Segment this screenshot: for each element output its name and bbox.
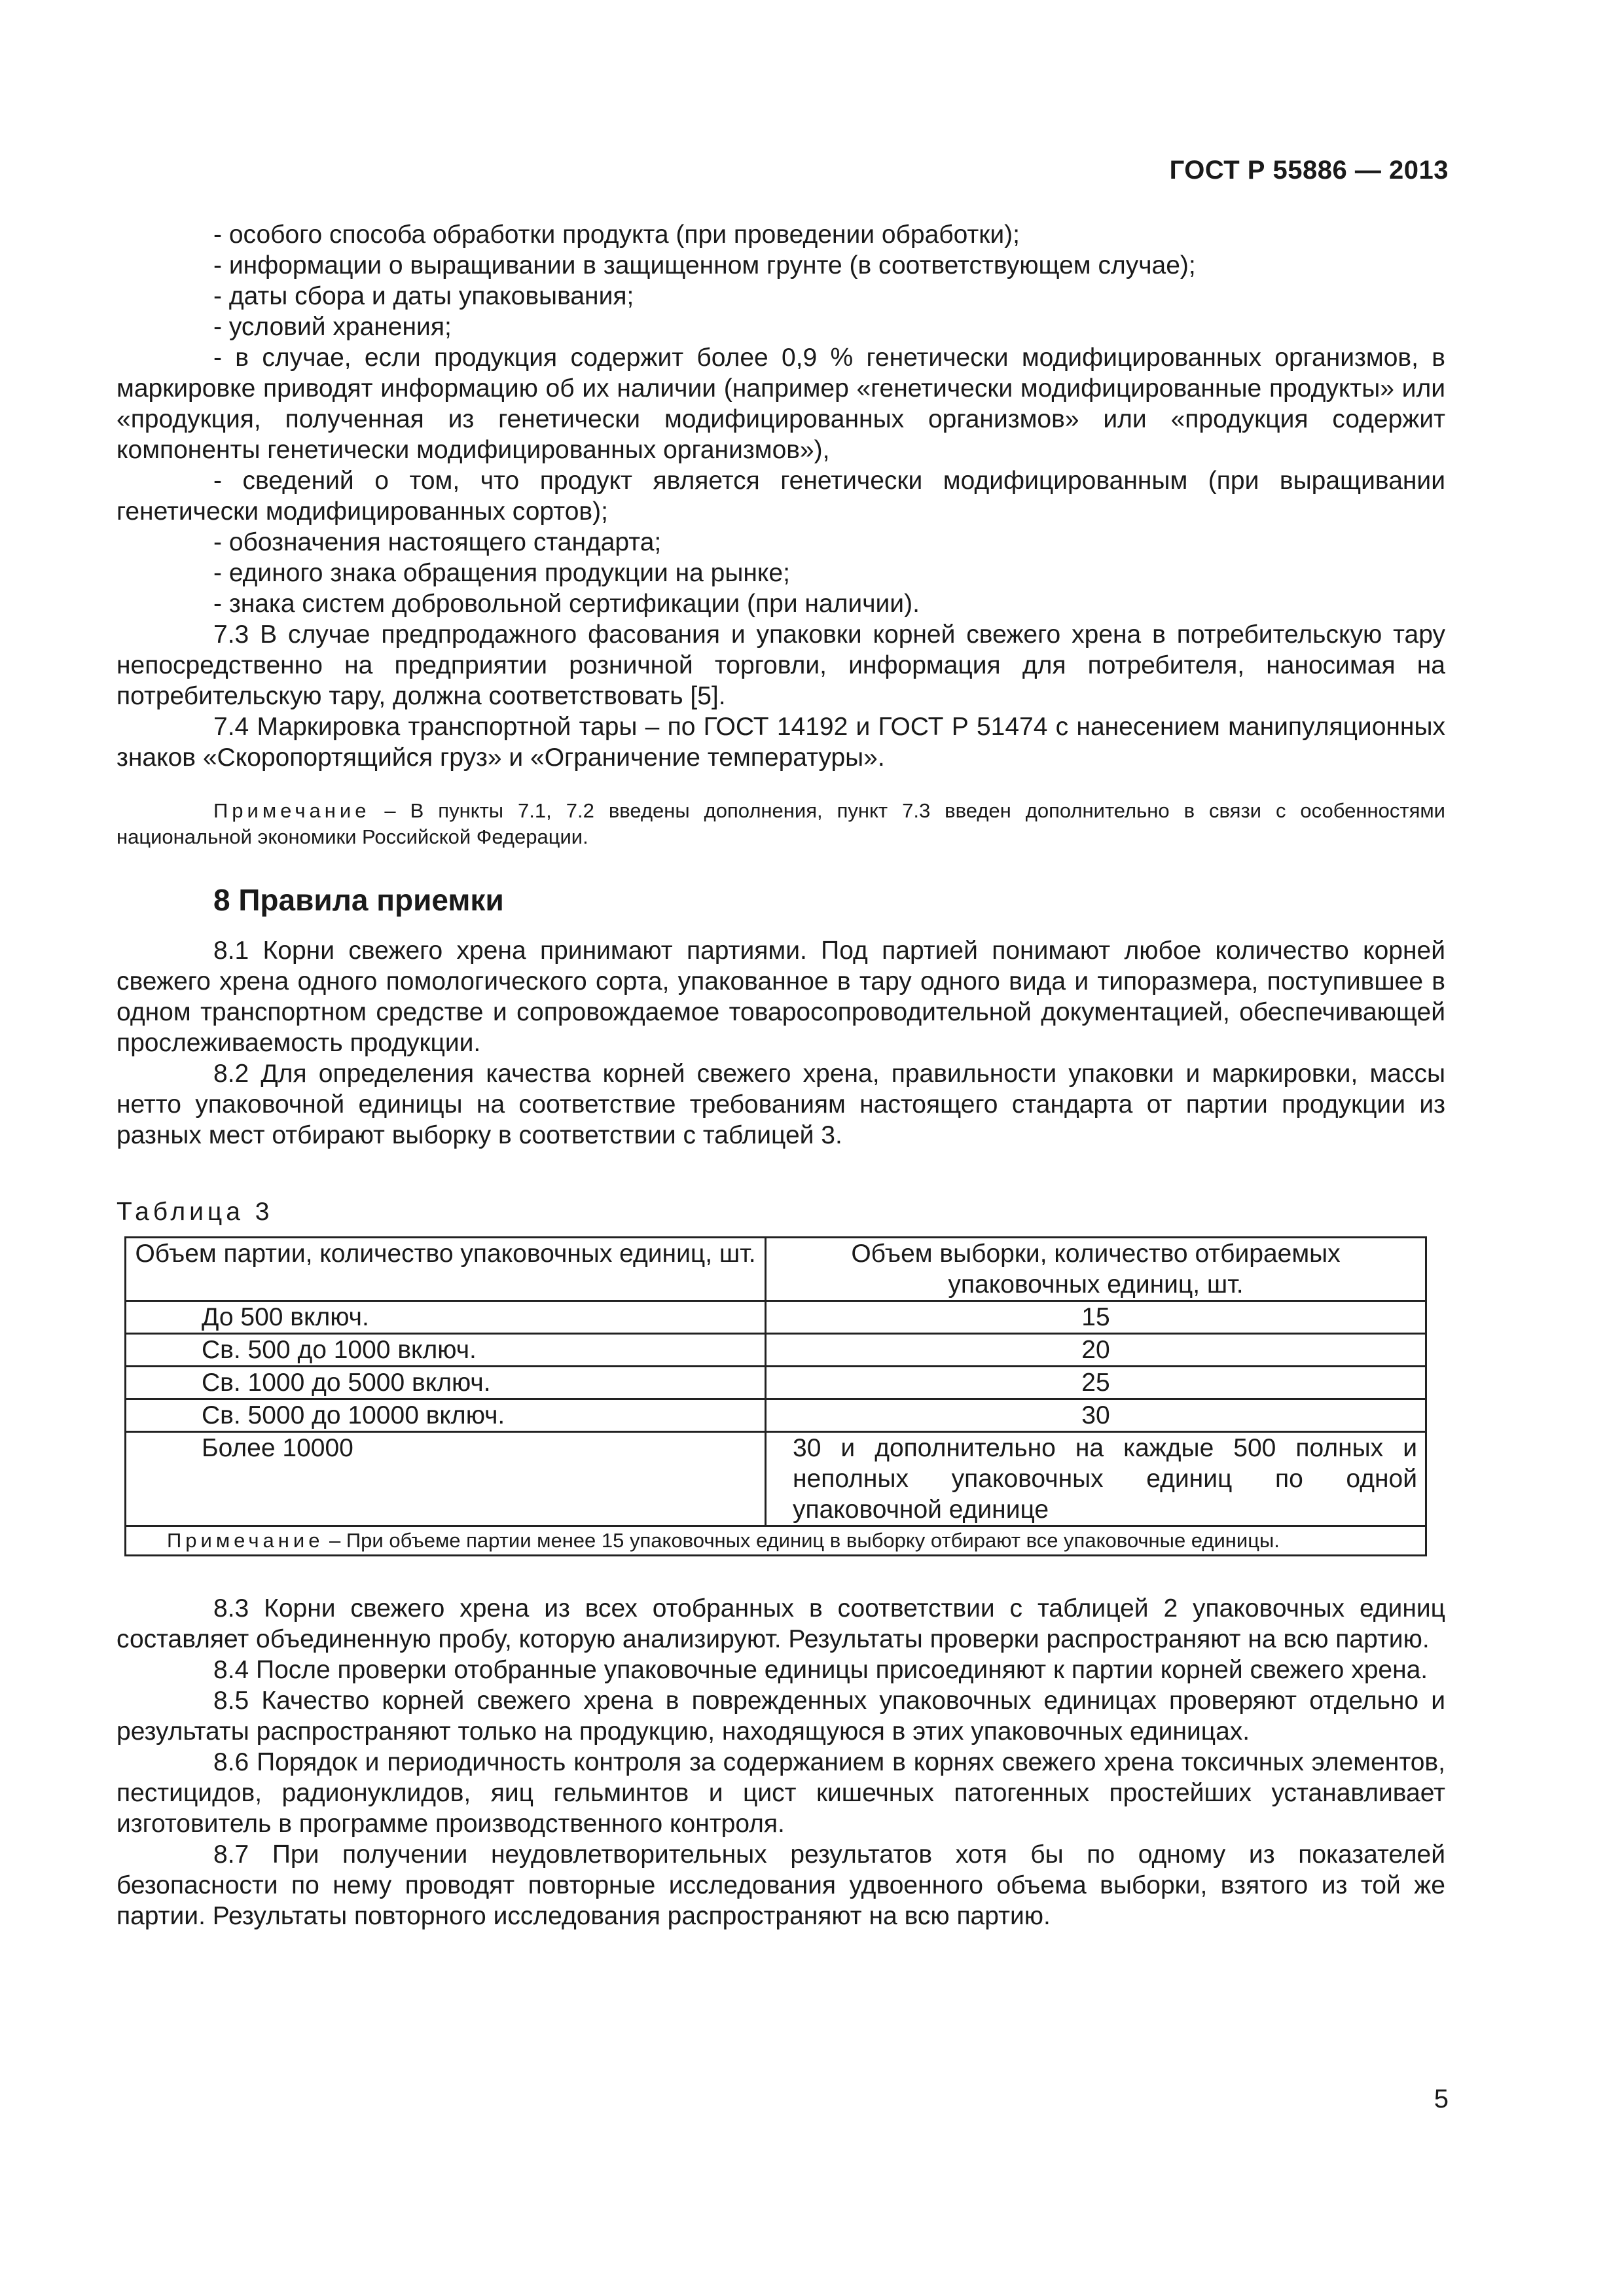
list-item: - сведений о том, что продукт является генетически модифицированным (при выращивании генетически модифицированных сортов);: [117, 467, 1445, 526]
page-content: [117, 219, 1445, 1931]
note-label: Примечание: [167, 1529, 324, 1552]
list-item: - даты сбора и даты упаковывания;: [213, 282, 634, 310]
table-header-row: [126, 1238, 1426, 1301]
note-label: Примечание: [213, 799, 370, 822]
table-header-cell: Объем партии, количество упаковочных единиц, шт.: [126, 1238, 766, 1301]
paragraph-8-2: 8.2 Для определения качества корней свежего хрена, правильности упаковки и маркировки, массы нетто упаковочной единицы на соответствие требованиям настоящего стандарта от партии продукции из разных мест отбирают выборку в соответствии с таблицей 3.: [117, 1060, 1445, 1149]
table-cell: Св. 1000 до 5000 включ.: [126, 1367, 766, 1399]
table-row: [126, 1367, 1426, 1399]
section7-note: [117, 798, 1445, 850]
table-note: [126, 1526, 1426, 1556]
paragraph-8-7: 8.7 При получении неудовлетворительных результатов хотя бы по одному из показателей безопасности по нему проводят повторные исследования удвоенного объема выборки, взятого из той же партии. Результаты повторного исследования распространяют на всю партию.: [117, 1840, 1445, 1930]
sampling-table: [124, 1236, 1427, 1556]
paragraph-8-5: 8.5 Качество корней свежего хрена в поврежденных упаковочных единицах проверяют отдельно и результаты распространяют только на продукцию, находящуюся в этих упаковочных единицах.: [117, 1687, 1445, 1746]
table-cell: 30: [766, 1399, 1426, 1432]
table-header-cell: Объем выборки, количество отбираемых упаковочных единиц, шт.: [766, 1238, 1426, 1301]
paragraph-8-4: 8.4 После проверки отобранные упаковочные единицы присоединяют к партии корней свежего хрена.: [213, 1656, 1428, 1684]
table-note-row: [126, 1526, 1426, 1556]
table-cell: Св. 5000 до 10000 включ.: [126, 1399, 766, 1432]
list-item: - в случае, если продукция содержит более 0,9 % генетически модифицированных организмов, в маркировке приводят информацию об их наличии (например «генетически модифицированные продукты» или «продукция, полученная из генетически модифицированных организмов» или «продукция содержит компоненты генетически модифицированных организмов»),: [117, 344, 1445, 464]
section-8-heading: 8 Правила приемки: [213, 883, 504, 917]
table-cell: 30 и дополнительно на каждые 500 полных и неполных упаковочных единиц по одной упаковочной единице: [766, 1432, 1426, 1526]
list-item: - знака систем добровольной сертификации (при наличии).: [213, 590, 920, 618]
paragraph-8-3: 8.3 Корни свежего хрена из всех отобранных в соответствии с таблицей 2 упаковочных единиц составляет объединенную пробу, которую анализируют. Результаты проверки распространяют на всю партию.: [117, 1594, 1445, 1653]
list-item: - обозначения настоящего стандарта;: [213, 528, 662, 556]
table-row: [126, 1334, 1426, 1367]
table-caption: Таблица 3: [117, 1198, 274, 1226]
note-text: – В пункты 7.1, 7.2 введены дополнения, пункт 7.3 введен дополнительно в связи с особенностями национальной экономики Российской Федерации.: [117, 799, 1445, 848]
paragraph-8-1: 8.1 Корни свежего хрена принимают партиями. Под партией понимают любое количество корней свежего хрена одного помологического сорта, упакованное в тару одного вида и типоразмера, поступившее в одном транспортном средстве и сопровождаемое товаросопроводительной документацией, обеспечивающей прослеживаемость продукции.: [117, 937, 1445, 1057]
document-number-header: ГОСТ Р 55886 — 2013: [1169, 156, 1449, 185]
table-cell: До 500 включ.: [126, 1301, 766, 1334]
note-text: – При объеме партии менее 15 упаковочных единиц в выборку отбирают все упаковочные единицы.: [323, 1529, 1280, 1552]
table-cell: Более 10000: [126, 1432, 766, 1526]
table-row: [126, 1301, 1426, 1334]
paragraph-7-4: 7.4 Маркировка транспортной тары – по ГОСТ 14192 и ГОСТ Р 51474 с нанесением манипуляционных знаков «Скоропортящийся груз» и «Ограничение температуры».: [117, 713, 1445, 772]
table-row: [126, 1399, 1426, 1432]
list-item: - условий хранения;: [213, 313, 452, 341]
table-cell: 20: [766, 1334, 1426, 1367]
list-item: - информации о выращивании в защищенном грунте (в соответствующем случае);: [213, 251, 1196, 279]
paragraph-8-6: 8.6 Порядок и периодичность контроля за содержанием в корнях свежего хрена токсичных элементов, пестицидов, радионуклидов, яиц гельминтов и цист кишечных патогенных простейших устанавливает изготовитель в программе производственного контроля.: [117, 1748, 1445, 1838]
table-cell: 15: [766, 1301, 1426, 1334]
paragraph-7-3: 7.3 В случае предпродажного фасования и упаковки корней свежего хрена в потребительскую тару непосредственно на предприятии розничной торговли, информация для потребителя, наносимая на потребительскую тару, должна соответствовать [5].: [117, 620, 1445, 710]
table-cell: Св. 500 до 1000 включ.: [126, 1334, 766, 1367]
table-cell: 25: [766, 1367, 1426, 1399]
table-row: [126, 1432, 1426, 1526]
list-item: - единого знака обращения продукции на рынке;: [213, 559, 790, 587]
page-number: 5: [1434, 2085, 1449, 2113]
list-item: - особого способа обработки продукта (при проведении обработки);: [213, 221, 1020, 249]
